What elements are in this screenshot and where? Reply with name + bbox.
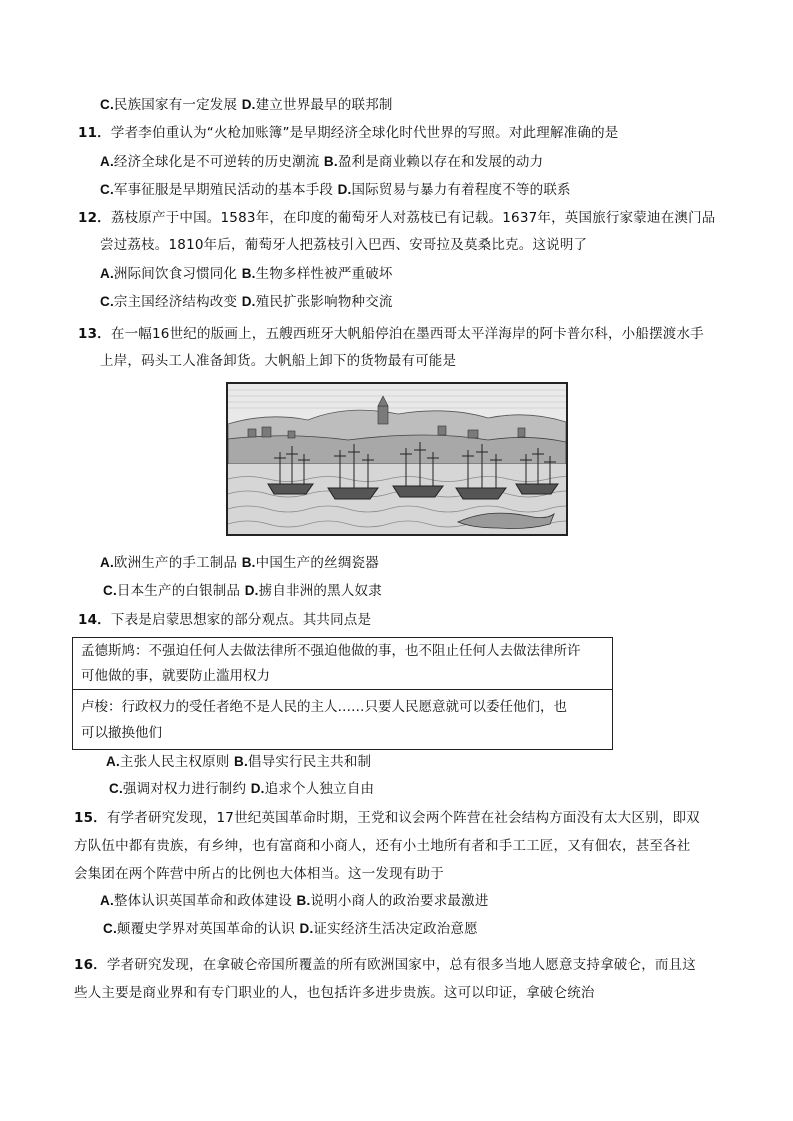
q15-option-c: 颠覆史学界对英国革命的认识 <box>116 921 296 937</box>
q12-option-b: 生物多样性被严重破坏 <box>255 266 393 282</box>
q12-option-d: 殖民扩张影响物种交流 <box>255 294 393 310</box>
q12-options-cd: C.宗主国经济结构改变 D.殖民扩张影响物种交流 <box>100 294 393 310</box>
q16-stem-line1: 16．学者研究发现，在拿破仑帝国所覆盖的所有欧洲国家中，总有很多当地人愿意支持拿破仑，而且这 <box>74 957 696 973</box>
q11-options-cd: C.军事征服是早期殖民活动的基本手段 D.国际贸易与暴力有着程度不等的联系 <box>100 182 571 198</box>
q12-stem-line2: 尝过荔枝。1810年后，葡萄牙人把荔枝引入巴西、安哥拉及莫桑比克。这说明了 <box>100 237 588 253</box>
q13-option-d: 掳自非洲的黑人奴隶 <box>258 583 382 599</box>
q15-option-a: 整体认识英国革命和政体建设 <box>113 893 293 909</box>
q15-stem-line2: 方队伍中都有贵族，有乡绅，也有富商和小商人，还有小土地所有者和手工工匠，又有佃农，甚至各社 <box>74 838 691 854</box>
q14-stem: 14．下表是启蒙思想家的部分观点。其共同点是 <box>78 612 372 628</box>
q14-options-cd: C.强调对权力进行制约 D.追求个人独立自由 <box>109 781 375 797</box>
q15-option-d: 证实经济生活决定政治意愿 <box>313 921 478 937</box>
quote-montesquieu-line2: 可他做的事，就要防止滥用权力 <box>81 668 270 684</box>
engraving-image <box>226 382 568 536</box>
q13-option-a: 欧洲生产的手工制品 <box>113 555 238 571</box>
quote-montesquieu-line1: 孟德斯鸠：不强迫任何人去做法律所不强迫他做的事，也不阻止任何人去做法律所许 <box>81 643 581 659</box>
galleon-harbor-engraving <box>228 384 566 534</box>
q11-options-ab: A.经济全球化是不可逆转的历史潮流 B.盈利是商业赖以存在和发展的动力 <box>100 154 544 170</box>
q11-option-d: 国际贸易与暴力有着程度不等的联系 <box>351 182 571 198</box>
q15-stem-line3: 会集团在两个阵营中所占的比例也大体相当。这一发现有助于 <box>74 866 444 882</box>
q10-option-d: 建立世界最早的联邦制 <box>255 97 393 113</box>
q11-stem: 11．学者李伯重认为“火枪加账簿”是早期经济全球化时代世界的写照。对此理解准确的是 <box>78 125 619 141</box>
q14-option-a: 主张人民主权原则 <box>119 754 230 770</box>
q14-option-c: 强调对权力进行制约 <box>122 781 247 797</box>
q13-option-b: 中国生产的丝绸瓷器 <box>255 555 379 571</box>
q12-stem-line1: 12．荔枝原产于中国。1583年，在印度的葡萄牙人对荔枝已有记载。1637年，英国旅行家蒙迪在澳门品 <box>78 210 716 226</box>
enlightenment-quotes-table <box>72 637 613 750</box>
q13-stem-line1: 13．在一幅16世纪的版画上，五艘西班牙大帆船停泊在墨西哥太平洋海岸的阿卡普尔科，小船摆渡水手 <box>78 326 704 342</box>
q12-option-a: 洲际间饮食习惯同化 <box>113 266 238 282</box>
quote-row-rousseau <box>73 690 612 751</box>
q14-option-d: 追求个人独立自由 <box>264 781 375 797</box>
q13-options-ab: A.欧洲生产的手工制品 B.中国生产的丝绸瓷器 <box>100 555 379 571</box>
q15-options-cd: C.颠覆史学界对英国革命的认识 D.证实经济生活决定政治意愿 <box>103 921 478 937</box>
q10-options-cd: C.民族国家有一定发展 D.建立世界最早的联邦制 <box>100 97 393 113</box>
q16-stem-line2: 些人主要是商业界和有专门职业的人，也包括许多进步贵族。这可以印证，拿破仑统治 <box>74 985 595 1001</box>
q14-options-ab: A.主张人民主权原则 B.倡导实行民主共和制 <box>106 754 372 770</box>
q15-options-ab: A.整体认识英国革命和政体建设 B.说明小商人的政治要求最激进 <box>100 893 489 909</box>
q13-stem-line2: 上岸，码头工人准备卸货。大帆船上卸下的货物最有可能是 <box>100 353 457 369</box>
q11-option-a: 经济全球化是不可逆转的历史潮流 <box>113 154 320 170</box>
quote-row-montesquieu <box>73 638 612 690</box>
q15-option-b: 说明小商人的政治要求最激进 <box>310 893 489 909</box>
q11-option-c: 军事征服是早期殖民活动的基本手段 <box>113 182 334 198</box>
quote-rousseau-line1: 卢梭：行政权力的受任者绝不是人民的主人……只要人民愿意就可以委任他们，也 <box>81 699 567 715</box>
q12-options-ab: A.洲际间饮食习惯同化 B.生物多样性被严重破坏 <box>100 266 393 282</box>
quote-rousseau-line2: 可以撤换他们 <box>81 725 162 741</box>
q13-option-c: 日本生产的白银制品 <box>116 583 241 599</box>
q14-option-b: 倡导实行民主共和制 <box>247 754 372 770</box>
q11-option-b: 盈利是商业赖以存在和发展的动力 <box>337 154 544 170</box>
q12-option-c: 宗主国经济结构改变 <box>113 294 238 310</box>
q10-option-c: 民族国家有一定发展 <box>113 97 238 113</box>
q15-stem-line1: 15．有学者研究发现，17世纪英国革命时期，王党和议会两个阵营在社会结构方面没有太大区别，即双 <box>74 810 700 826</box>
q13-options-cd: C.日本生产的白银制品 D.掳自非洲的黑人奴隶 <box>103 583 382 599</box>
